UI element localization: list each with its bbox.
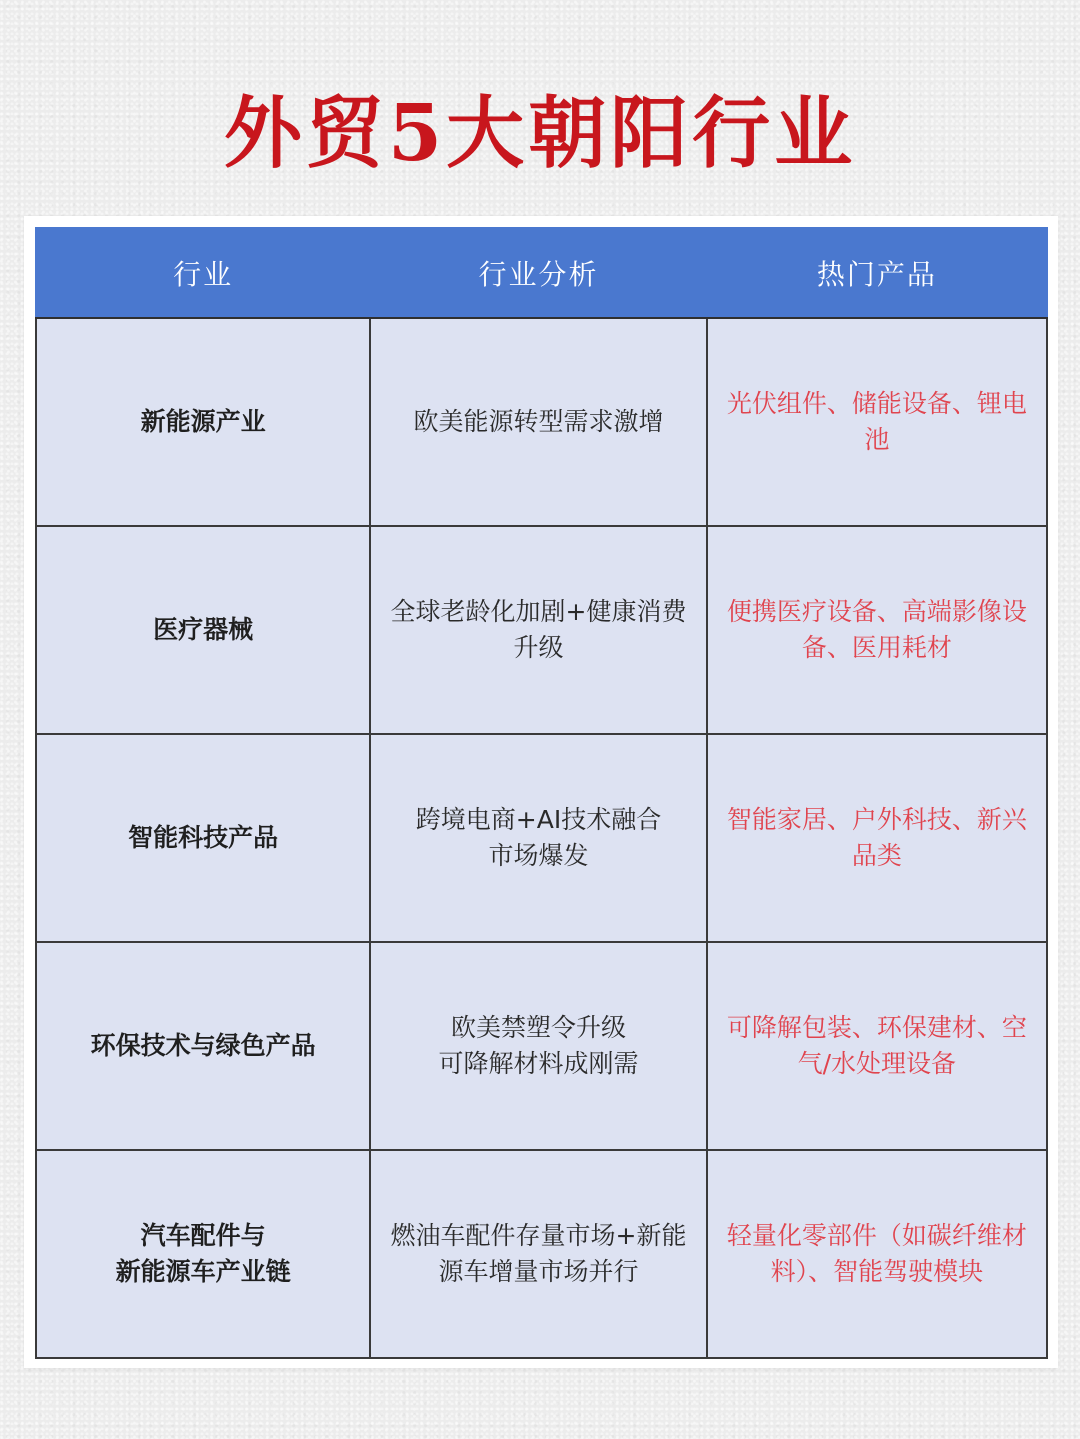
products-cell: [707, 734, 1047, 942]
products-cell: [707, 1150, 1047, 1358]
cell-text: 智能家居、户外科技、新兴: [726, 805, 1027, 834]
cell-text: 源车增量市场并行: [438, 1257, 639, 1286]
analysis-cell: [370, 526, 706, 734]
cell-text: 池: [864, 425, 890, 454]
table-row: [36, 734, 1047, 942]
products-cell: [707, 318, 1047, 526]
cell-text: 全球老龄化加剧+健康消费: [390, 597, 687, 626]
cell-text: 智能科技产品: [128, 823, 279, 852]
cell-text: 新能源产业: [140, 407, 266, 436]
industry-cell: [36, 318, 370, 526]
cell-text: 新能源车产业链: [115, 1257, 291, 1286]
analysis-cell: [370, 942, 706, 1150]
cell-text: 可降解包装、环保建材、空: [726, 1013, 1027, 1042]
cell-text: 气/水处理设备: [797, 1049, 957, 1078]
cell-text: 可降解材料成刚需: [438, 1049, 639, 1078]
cell-text: 医疗器械: [153, 615, 254, 644]
table-row: [36, 318, 1047, 526]
cell-text: 轻量化零部件（如碳纤维材: [726, 1221, 1027, 1250]
page-title: 外贸5大朝阳行业: [223, 88, 857, 179]
analysis-cell: [370, 1150, 706, 1358]
industry-cell: [36, 942, 370, 1150]
industry-cell: [36, 526, 370, 734]
industry-cell: [36, 734, 370, 942]
cell-text: 升级: [513, 633, 564, 662]
table-header-row: [36, 228, 1047, 318]
analysis-cell: [370, 318, 706, 526]
table-row: [36, 1150, 1047, 1358]
cell-text: 备、医用耗材: [801, 633, 952, 662]
cell-text: 欧美能源转型需求激增: [413, 407, 664, 436]
products-cell: [707, 942, 1047, 1150]
products-cell: [707, 526, 1047, 734]
header-analysis: 行业分析: [370, 228, 706, 318]
cell-text: 市场爆发: [488, 841, 589, 870]
analysis-cell: [370, 734, 706, 942]
cell-text: 燃油车配件存量市场+新能: [390, 1221, 687, 1250]
cell-text: 欧美禁塑令升级: [450, 1013, 626, 1042]
cell-text: 环保技术与绿色产品: [90, 1031, 316, 1060]
cell-text: 料）、智能驾驶模块: [770, 1257, 984, 1286]
cell-text: 品类: [851, 841, 902, 870]
cell-text: 跨境电商+AI技术融合: [415, 805, 662, 834]
cell-text: 便携医疗设备、高端影像设: [726, 597, 1027, 626]
header-industry: 行业: [36, 228, 370, 318]
cell-text: 光伏组件、储能设备、锂电: [726, 389, 1027, 418]
header-products: 热门产品: [707, 228, 1047, 318]
industry-table: [35, 227, 1048, 1359]
table-row: [36, 942, 1047, 1150]
industry-cell: [36, 1150, 370, 1358]
table-row: [36, 526, 1047, 734]
cell-text: 汽车配件与: [140, 1221, 266, 1250]
